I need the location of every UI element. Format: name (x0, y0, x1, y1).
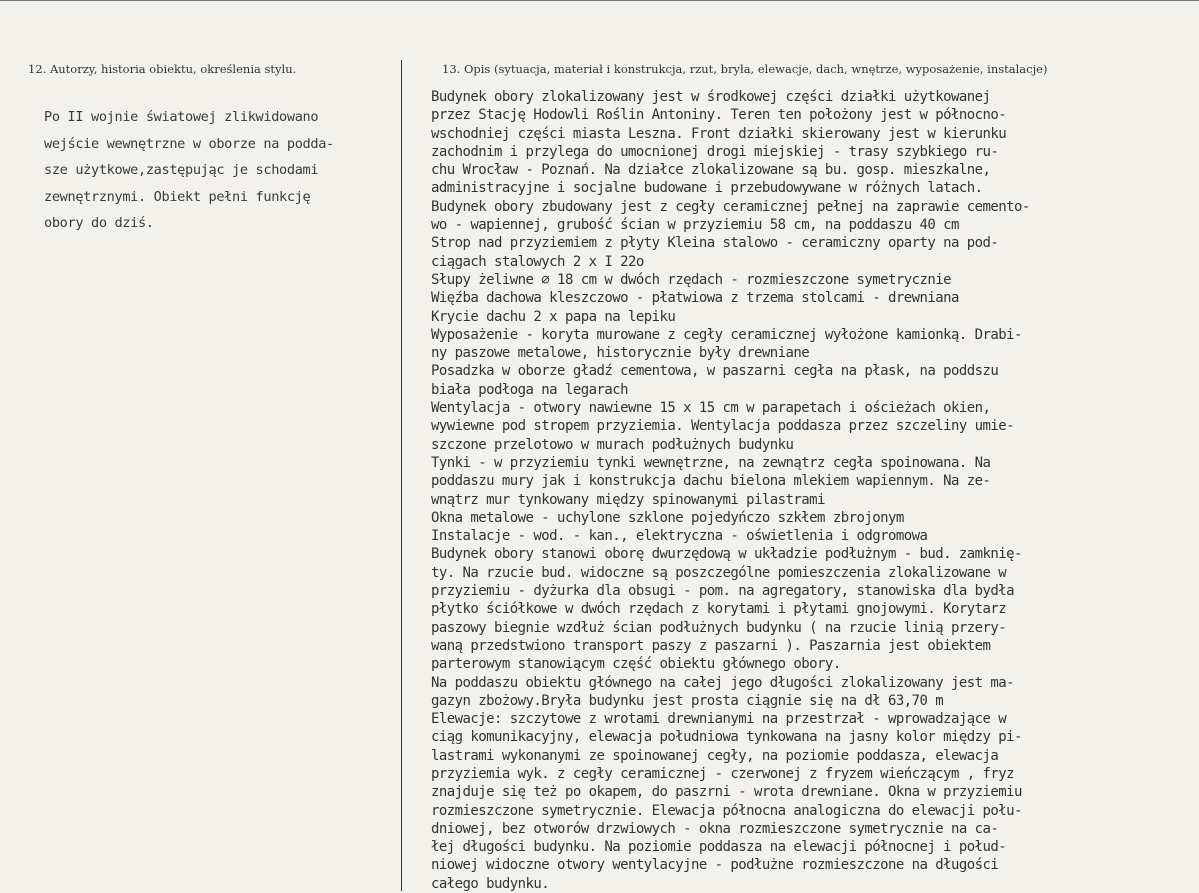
text-line: Po II wojnie światowej zlikwidowano (44, 109, 319, 125)
text-line: Słupy żeliwne ∅ 18 cm w dwóch rzędach - rozmieszczone symetrycznie (431, 271, 951, 288)
text-line: dniowej, bez otworów drzwiowych - okna rozmieszczone symetrycznie na ca- (431, 820, 999, 837)
text-line: Więźba dachowa kleszczowo - płatwiowa z trzema stolcami - drewniana (431, 290, 959, 307)
text-line: ty. Na rzucie bud. widoczne są poszczególne pomieszczenia zlokalizowane w (431, 564, 1007, 581)
text-line: Okna metalowe - uchylone szklone pojedyńczo szkłem zbrojonym (431, 509, 904, 526)
section-12-text (44, 104, 396, 237)
text-line: ciąg komunikacyjny, elewacja południowa tynkowana na jasny kolor między pi- (431, 729, 1022, 746)
text-line: szczone przelotowo w murach podłużnych budynku (431, 436, 794, 453)
text-line: Posadzka w oborze gładź cementowa, w paszarni cegła na płask, na poddszu (431, 363, 999, 380)
text-line: wywiewne pod stropem przyziemia. Wentylacja poddasza przez szczeliny umie- (431, 418, 1015, 435)
text-line: całego budynku. (431, 875, 550, 892)
text-line: Elewacje: szczytowe z wrotami drewnianymi na przestrzał - wprowadzające w (431, 711, 1007, 728)
top-rule (0, 0, 1199, 1)
text-line: Na poddaszu obiektu głównego na całej jego długości zlokalizowany jest ma- (431, 674, 1015, 691)
section-13-header: 13. Opis (sytuacja, materiał i konstrukcja, rzut, bryła, elewacje, dach, wnętrze, wyposażenie, instalacje) (442, 62, 1048, 76)
text-line: przyziemiu - dyżurka dla obsugi - pom. na agregatory, stanowiska dla bydła (431, 583, 1015, 600)
text-line: Instalacje - wod. - kan., elektryczna - oświetlenia i odgromowa (431, 528, 928, 545)
text-line: obory do dziś. (44, 215, 154, 231)
text-line: wo - wapiennej, grubość ścian w przyziemiu 58 cm, na poddaszu 40 cm (431, 217, 959, 234)
text-line: biała podłoga na legarach (431, 381, 628, 398)
column-divider (401, 60, 402, 891)
text-line: lastrami wykonanymi ze spoinowanej cegły, na poziomie poddasza, elewacja (431, 747, 999, 764)
text-line: paszowy biegnie wzdłuż ścian podłużnych budynku ( na rzucie linią przery- (431, 619, 1007, 636)
text-line: niowej widoczne otwory wentylacyjne - podłużne rozmieszczone na długości (431, 857, 999, 874)
text-line: łej długości budynku. Na poziomie poddasza na elewacji północnej i połud- (431, 839, 1007, 856)
text-line: płytko ściółkowe w dwóch rzędach z korytami i płytami gnojowymi. Korytarz (431, 601, 1007, 618)
text-line: waną przedstwiono transport paszy z paszarni ). Paszarnia jest obiektem (431, 637, 991, 654)
text-line: gazyn zbożowy.Bryła budynku jest prosta ciągnie się na dł 63,70 m (431, 692, 944, 709)
text-line: przyziemia wyk. z cegły ceramicznej - czerwonej z fryzem wieńczącym , fryz (431, 765, 1015, 782)
text-line: Wyposażenie - koryta murowane z cegły ceramicznej wyłożone kamionką. Drabi- (431, 326, 1022, 343)
text-line: przez Stację Hodowli Roślin Antoniny. Teren ten położony jest w północno- (431, 107, 1007, 124)
text-line: administracyjne i socjalne budowane i przebudowywane w różnych latach. (431, 180, 983, 197)
text-line: sze użytkowe,zastępując je schodami (44, 162, 319, 178)
text-line: Budynek obory stanowi oborę dwurzędową w układzie podłużnym - bud. zamknię- (431, 546, 1022, 563)
text-line: Budynek obory zbudowany jest z cegły ceramicznej pełnej na zaprawie cemento- (431, 198, 1030, 215)
text-line: Budynek obory zlokalizowany jest w środkowej części działki użytkowanej (431, 89, 991, 105)
text-line: ny paszowe metalowe, historycznie były drewniane (431, 345, 810, 362)
text-line: Tynki - w przyziemiu tynki wewnętrzne, na zewnątrz cegła spoinowana. Na (431, 454, 991, 471)
text-line: chu Wrocław - Poznań. Na działce zlokalizowane są bu. gosp. mieszkalne, (431, 162, 991, 179)
text-line: zachodnim i przylega do umocnionej drogi miejskiej - trasy szybkiego ru- (431, 143, 999, 160)
text-line: Strop nad przyziemiem z płyty Kleina stalowo - ceramiczny oparty na pod- (431, 235, 999, 252)
text-line: parterowym stanowiącym część obiektu głównego obory. (431, 656, 841, 673)
text-line: ciągach stalowych 2 x I 22o (431, 253, 644, 270)
text-line: wnątrz mur tynkowany między spinowanymi pilastrami (431, 491, 825, 508)
text-line: znajduje się też po okapem, do paszrni - wrota drewniane. Okna w przyziemiu (431, 784, 1022, 801)
section-12-header: 12. Autorzy, historia obiektu, określenia stylu. (28, 62, 297, 76)
text-line: rozmieszczone symetrycznie. Elewacja północna analogiczna do elewacji połu- (431, 802, 1022, 819)
text-line: wejście wewnętrzne w oborze na podda- (44, 135, 334, 152)
text-line: zewnętrznymi. Obiekt pełni funkcję (44, 188, 311, 205)
text-line: poddaszu mury jak i konstrukcja dachu bielona mlekiem wapiennym. Na ze- (431, 473, 991, 490)
text-line: wschodniej części miasta Leszna. Front działki skierowany jest w kierunku (431, 125, 1007, 142)
text-line: Wentylacja - otwory nawiewne 15 x 15 cm w parapetach i ościeżach okien, (431, 400, 991, 417)
section-13-text (431, 88, 1191, 893)
text-line: Krycie dachu 2 x papa na lepiku (431, 308, 676, 325)
